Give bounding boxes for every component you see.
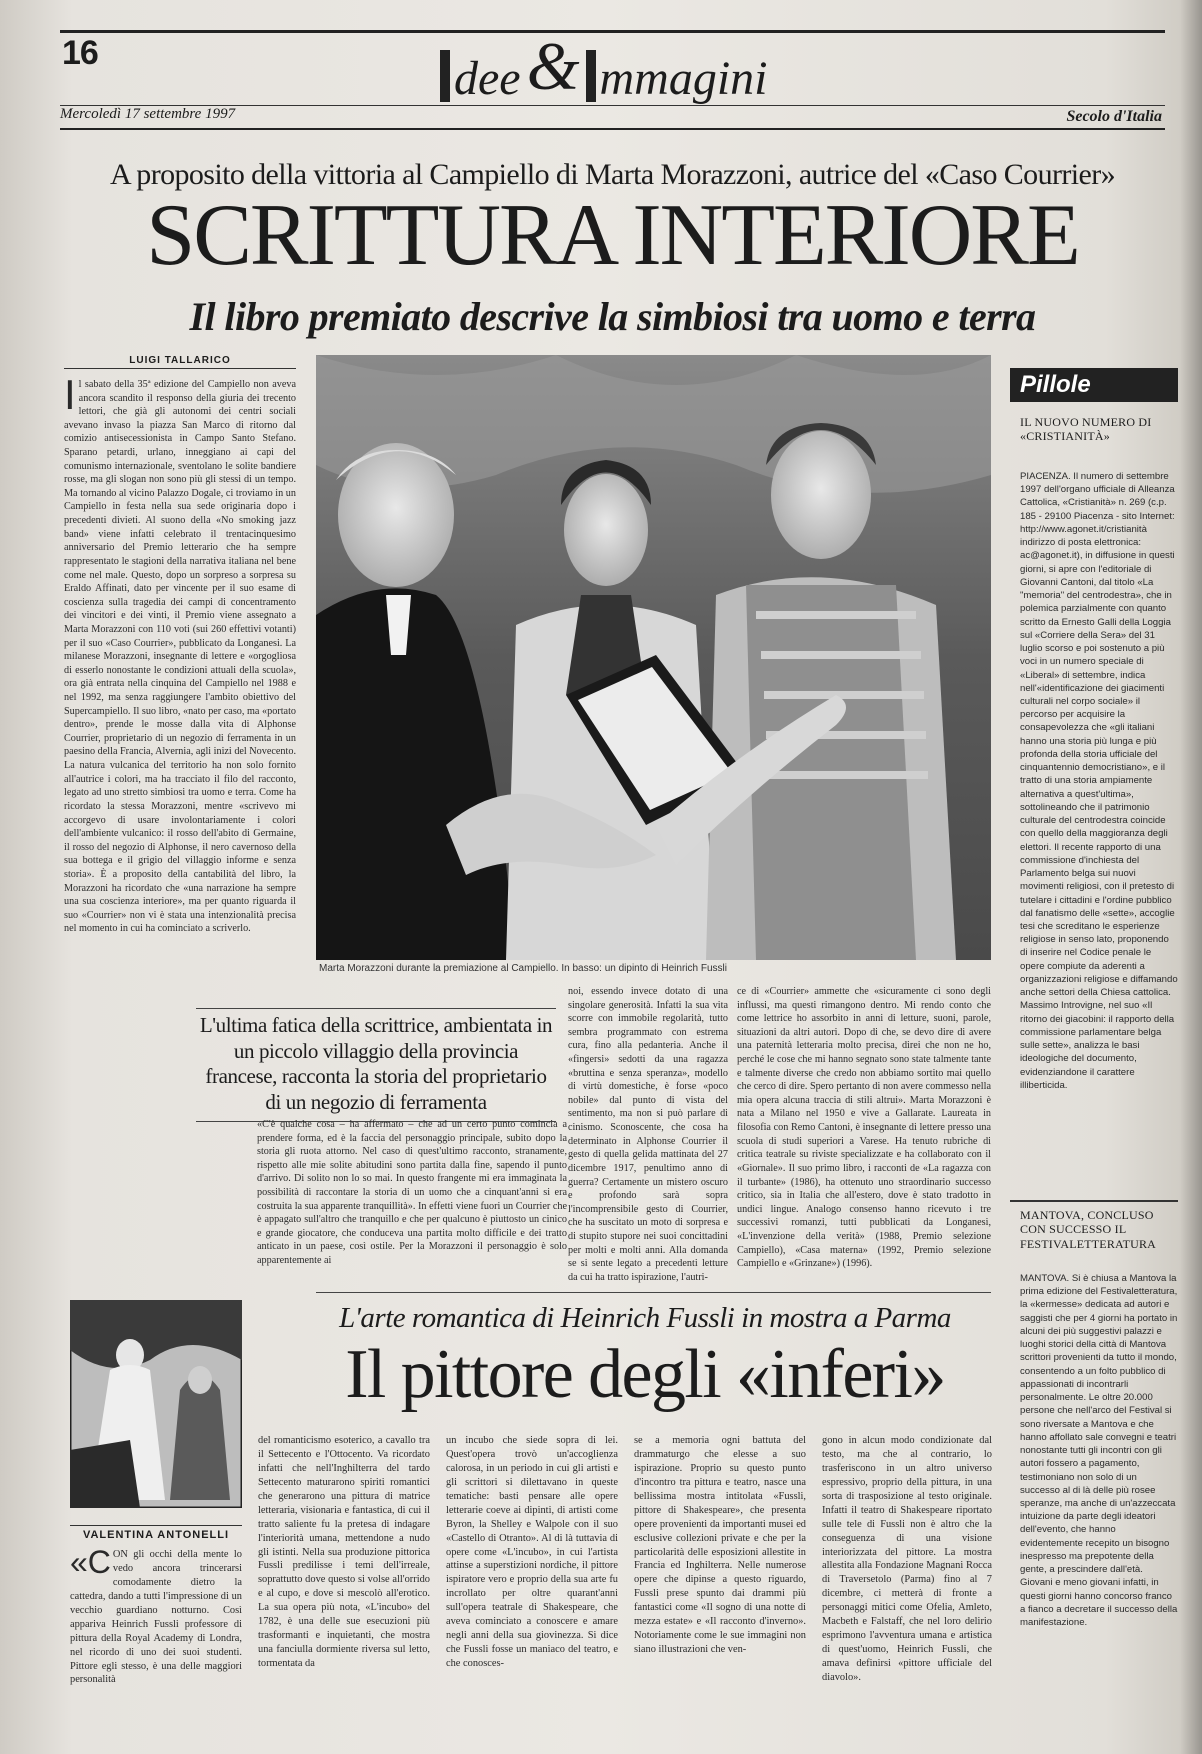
main-dropcap: I: [64, 378, 76, 418]
second-column-3: un incubo che siede sopra di lei. Quest'opera trovò un'accoglienza calorosa, in un periodo in cui gli artisti e gli scrittori si dilettavano in queste tematiche: basti pensare alle opere letterarie coeve ai dipinti, di artisti come Byron, la Shelley e Walpole con il suo «Castello di Otranto». Al di là tuttavia di opere come «L'incubo», in cui l'artista attinse a superstizioni nordiche, il pittore ispiratore vero e proprio della sua arte fu incrollato per oltre quarant'anni sull'opera teatrale di Shakespeare, che aveva cominciato a conoscere e amare negli anni della sua giovinezza. Si dice che Fussli fosse un maniaco del teatro, e che conosces-: [446, 1435, 618, 1669]
pillole-item2-title: MANTOVA, CONCLUSO CON SUCCESSO IL FESTIVALETTERATURA: [1020, 1208, 1157, 1251]
main-byline: LUIGI TALLARICO: [64, 355, 296, 369]
section-title-part2: mmagini: [599, 52, 768, 105]
award-ceremony-image: [316, 355, 991, 960]
masthead-bottom-rule: [60, 128, 1165, 130]
second-column-1-text: ON gli occhi della mente lo vedo ancora trincerarsi comodamente dietro la cattedra, dando a tutti l'impressione di un vecchio guardiano notturno. Così appariva Heinrich Fussli professore di pittura della Royal Academy di Londra, nel ricordo di uno dei suoi studenti. Pittore egli stesso, è una delle maggiori personalità: [70, 1549, 242, 1686]
main-column-3: noi, essendo invece dotato di una singolare generosità. Infatti la sua vita scorre con immobile regolarità, tutto sembra programmato con estrema cura, fino alla pedanteria. Anche il «fingersi» sedotti da una ragazza «bruttina e senza speranza», modello di virtù domestiche, è forse «poco nobile» dal punto di vista del sentimento, ma non si può parlare di cinismo. Sconoscente, che cosa ha determinato in Alphonse Courrier il gesto di quella gelida mattinata del 27 dicembre 1917, penultimo anno di guerra? Certamente un mistero oscuro e profondo sarà sopra l'incomprensibile gesto di Courrier, che ha suscitato un moto di sorpresa e di stupito stupore nei suoi concittadini per molti e molti anni. Alla domanda se si sente legato a precedenti letture da cui ha tratto ispirazione, l'autri-: [568, 986, 728, 1283]
section-bar-2: [586, 50, 596, 102]
main-column-4: ce di «Courrier» ammette che «sicuramente ci sono degli influssi, ma questi rimangono dentro. Mi rendo conto che come lettrice ho assorbito in anni di letture, suoni, parole, situazioni da altri autori. Dopo di che, se devo dire di avere una paternità letteraria molto precisa, direi che non ne ho, perché le cose che mi hanno segnato sono state talmente tante e talmente diverse che credo non abbiamo sortito mai quello che cerco di dire. Spero pertanto di non avere commesso nella mia opera alcuna traccia di stili altrui». Marta Morazzoni è nata a Milano nel 1950 e vive a Gallarate. Laureata in filosofia con Remo Cantoni, è insegnante di lettere presso una scuola di studi superiori a Varese. Ha tenuto rubriche di critica teatrale su riviste specializzate e ha collaborato con il «Giornale». Il suo primo libro, i racconti de «La ragazza con il turbante» (1986), ha ottenuto uno straordinario successo critico, sia in Italia che all'estero, dove è stato tradotto in undici lingue. Analogo consenso hanno ricevuto i tre successivi romanzi, tutti pubblicati da Longanesi, «L'invenzione della verità» (1988, Premio selezione Campiello), «Casa materna» (1992, Premio selezione Campiello e «Grinzane») (1996).: [737, 986, 991, 1270]
second-column-1: [70, 1548, 242, 1744]
second-column-4: se a memoria ogni battuta del drammaturgo che elesse a suo ispirazione. Proprio su questo punto d'incontro tra pittura e teatro, nasce una bellissima mostra intitolata «Fussli, pittore di Shakespeare», che presenta opere provenienti da importanti musei ed esclusive collezioni private e che per la particolarità delle esposizioni allestite in Francia ed Inghilterra. Nelle numerose opere che dipinse a questo riguardo, Fussli prese spunto dai drammi più fantastici come «Il sogno di una notte di mezza estate» e «Il racconto d'inverno». Notoriamente come le sue immagini non siano illustrazioni che ven-: [634, 1435, 806, 1656]
pillole-divider: [1010, 1200, 1178, 1202]
second-byline: VALENTINA ANTONELLI: [70, 1525, 242, 1541]
pillole-header: Pillole: [1010, 368, 1178, 402]
page-number: 16: [62, 34, 98, 72]
second-kicker: L'arte romantica di Heinrich Fussli in mostra a Parma: [339, 1302, 951, 1334]
section-ampersand: &: [526, 28, 580, 104]
main-kicker: A proposito della vittoria al Campiello di Marta Morazzoni, autrice del «Caso Courrier»: [109, 158, 1116, 191]
main-deck: Il libro premiato descrive la simbiosi tra uomo e terra: [189, 294, 1036, 339]
pull-quote: L'ultima fatica della scrittrice, ambientata in un piccolo villaggio della provincia francese, racconta la storia del proprietario di un negozio di ferramenta: [196, 1008, 556, 1122]
main-column-2: «C'è qualche cosa – ha affermato – che ad un certo punto comincia a prendere forma, ed è la faccia del personaggio principale, subito dopo la storia gli ruota attorno. Nel caso di quest'ultimo racconto, stranamente, rispetto alle mie solite abitudini sono partita dalla fine, sapendo il punto d'arrivo. Di solito non lo so mai. In questo frangente mi era immaginata la possibilità di raccontare la storia di un uomo che a cinquant'anni si era costruita la sua apparente tranquillità». In effetti viene fuori un Courrier che è appagato sull'altro che tranquillo e che per qualcuno è piuttosto un cinico e grande giocatore, che conduceva una partita molto difficile e dei tratto anticato in un paese, così ostile. Per la Morazzoni il personaggio è solo apparentemente ai: [257, 1119, 567, 1267]
second-article-rule: [316, 1292, 991, 1293]
fussli-painting: [70, 1300, 242, 1508]
second-headline: Il pittore degli «inferi»: [345, 1336, 945, 1413]
photo-caption: Marta Morazzoni durante la premiazione al Campiello. In basso: un dipinto di Heinrich Fussli: [319, 963, 727, 974]
pillole-item1-title: IL NUOVO NUMERO DI «CRISTIANITÀ»: [1020, 415, 1152, 444]
newspaper-name: Secolo d'Italia: [1066, 108, 1162, 125]
award-photo: [316, 355, 991, 960]
second-column-5: gono in alcun modo condizionate dal testo, ma che al contrario, lo trasferiscono in un altro universo espressivo, proprio della pittura, in una sorta di trasposizione al testo originale. Infatti il teatro di Shakespeare riportato sulle tele di Fussli non è altro che la conseguenza di una visione interiorizzata del pittore. La mostra allestita alla Fondazione Magnani Rocca di Traversetolo (Parma) fino al 7 dicembre, ci metterà di fronte a personaggi mitici come Ofelia, Amleto, Macbeth e Falstaff, che nel loro delirio esprimono l'avventura umana e artistica di quest'uomo, Heinrich Fussli, che amava definirsi «pittore ufficiale del diavolo».: [822, 1435, 992, 1683]
second-dropcap: «C: [70, 1548, 111, 1580]
main-column-1-text: l sabato della 35ª edizione del Campiello non aveva ancora scandito il responso della giuria dei trecento lettori, che già gli autonomi dei centri sociali avevano invaso la piazza San Marco di ritorno dal comizio antisecessionista in Campo Santo Stefano. Sparano petardi, urlano, inneggiano ai capi del comunismo internazionale, sventolano le solite bandiere rosse, ma gli slogan non sono più gli stessi di un tempo. Ma tornando al vicino Palazzo Dogale, ci troviamo in un Campiello in festa nella sua sede originaria dopo i precedenti divieti. Al suono della «No smoking jazz band» viene infatti celebrato il trentacinquesimo anniversario del Premio letterario che ha sempre rappresentato le stagioni della narrativa italiana nel bene come nel male. Questo, dopo un sorpreso a sorpresa su Eraldo Affinati, dato per vincente per il suo esame di coscienza sulla tragedia dei campi di concentramento dei vincitori e dei vinti, il Premio viene assegnato a Marta Morazzoni con 110 voti (sui 260 effettivi votanti) per il suo «Caso Courrier», pubblicato da Longanesi. La milanese Morazzoni, insegnante di lettere e «orgogliosa di esserlo nonostante le condizioni attuali della scuola», ora già entrata nella cinquina del Campiello nel 1988 e nel 1992, ma senza raggiungere l'ambito obiettivo del Supercampiello. Il suo libro, «nato per caso, ma «portato dentro», prende le mosse dalla vita di Alphonse Courrier, proprietario di un negozio di ferramenta in un paesino della Francia, Alvernia, agli inizi del Novecento. La natura vulcanica del territorio ha non solo fornito all'autrice i colori, ma ha tracciato il filo del racconto, legato ad uno stretto simbiosi tra uomo e terra. Come ha ricordato la stessa Morazzoni, mentre «scrivevo mi accorgevo di usare involontariamente i colori dell'ambiente vulcanico: il rosso dell'abito di Germaine, il rosso del negozio di Alphonse, il nero cavernoso della sua bottega e il grigio del villaggio informe e senza storia». È a proposito della cantabilità del libro, la Morazzoni ha ricordato che «una narrazione ha sempre una sua coscienza interiore», ma per quanto riguarda il suo «Courrier» non vi è stata una intenzionalità precisa nel momento in cui ha cominciato a scriverlo.: [64, 379, 296, 935]
painting-image: [70, 1300, 242, 1508]
main-headline: SCRITTURA INTERIORE: [146, 187, 1079, 284]
section-bar-1: [440, 50, 450, 102]
section-title-part1: dee: [454, 52, 521, 105]
pillole-item1-text: PIACENZA. Il numero di settembre 1997 dell'organo ufficiale di Alleanza Cattolica, «Cristianità» n. 269 (c.p. 185 - 29100 Piacenza - sito Internet: http://www.agonet.it/cristianità indirizzo di posta elettronica: ac@agonet.it), in diffusione in questi giorni, si apre con l'editoriale di Giovanni Cantoni, dal titolo «La "memoria" del centrodestra», che in polemica parzialmente con quanto scritto da Ernesto Galli della Loggia sul «Corriere della Sera» del 31 luglio scorso e poi sostenuto a più voci in un numero speciale di «Liberal» di settembre, indica nell'«identificazione dei giacimenti culturali nel corpo sociale» il percorso per acquisire la consapevolezza che «gli italiani hanno una storia più lunga e più profonda della storia ufficiale del cinquantennio democristiano», e il tratto di una storia ampiamente alternativa a quest'ultima», sottolineando che il patrimonio culturale del centrodestra coincide con quello della maggioranza degli elettori. Il recente rapporto di una commissione d'inchiesta del Parlamento belga sui nuovi movimenti religiosi, con il pretesto di tutelare i cittadini e l'ordine pubblico dal fanatismo delle «sette», accoglie tesi che screditano le esperienze religiose in senso lato, proponendo di inserire nel Codice penale le opere compiute da aderenti a organizzazioni religiose e diffamando anche settori della Chiesa cattolica. Massimo Introvigne, nel suo «Il ritorno dei giacobini: il rapporto della commissione parlamentare belga sulle sette», analizza le basi ideologiche del documento, evidenziandone il carattere illiberticida.: [1020, 471, 1178, 1091]
pillole-item2-text: MANTOVA. Si è chiusa a Mantova la prima edizione del Festivaletteratura, la «kermesse» dedicata ad autori e saggisti che per 4 giorni ha portato in alcuni dei più suggestivi palazzi e luoghi storici della città di Mantova scrittori provenienti da tutto il mondo, consentendo a un folto pubblico di appassionati di incontrarli personalmente. Le oltre 20.000 persone che nell'arco del Festival si sono riversate a Mantova e che hanno affollato sale convegni e teatri nonostante tutti gli incontri con gli autori fossero a pagamento, testimoniano non solo di un successo al di là delle più rosee speranze, ma anche di un'azzeccata intuizione da parte degli ideatori dell'evento, che hanno evidentemente recepito un bisogno inespresso ma prepotente della gente, a prescindere dall'età. Giovani e meno giovani infatti, in questi giorni hanno concorso franco a fianco a decretare il successo della manifestazione.: [1020, 1273, 1178, 1629]
section-title: [440, 22, 768, 106]
second-column-2: del romanticismo esoterico, a cavallo tra il Settecento e l'Ottocento. Va ricordato infatti che nell'Inghilterra del tardo Settecento maturarono spiriti romantici che generarono una pittura di matrice letteraria, visionaria e fantastica, di cui il tratto saliente fu la pretesa di indagare l'interiorità umana, mettendone a nudo gli istinti. Nella sua produzione pittorica Fussli predilisse i temi dell'irreale, soprattutto dove questo si volse all'orrido e al cupo, e dove si mescolò all'erotico. La sua opera più nota, «L'incubo» del 1782, è una delle sue esecuzioni più trasformanti e inquietanti, che mostra una fanciulla dormiente riversa sul letto, tormentata da: [258, 1435, 430, 1669]
issue-date: Mercoledì 17 settembre 1997: [60, 106, 236, 122]
